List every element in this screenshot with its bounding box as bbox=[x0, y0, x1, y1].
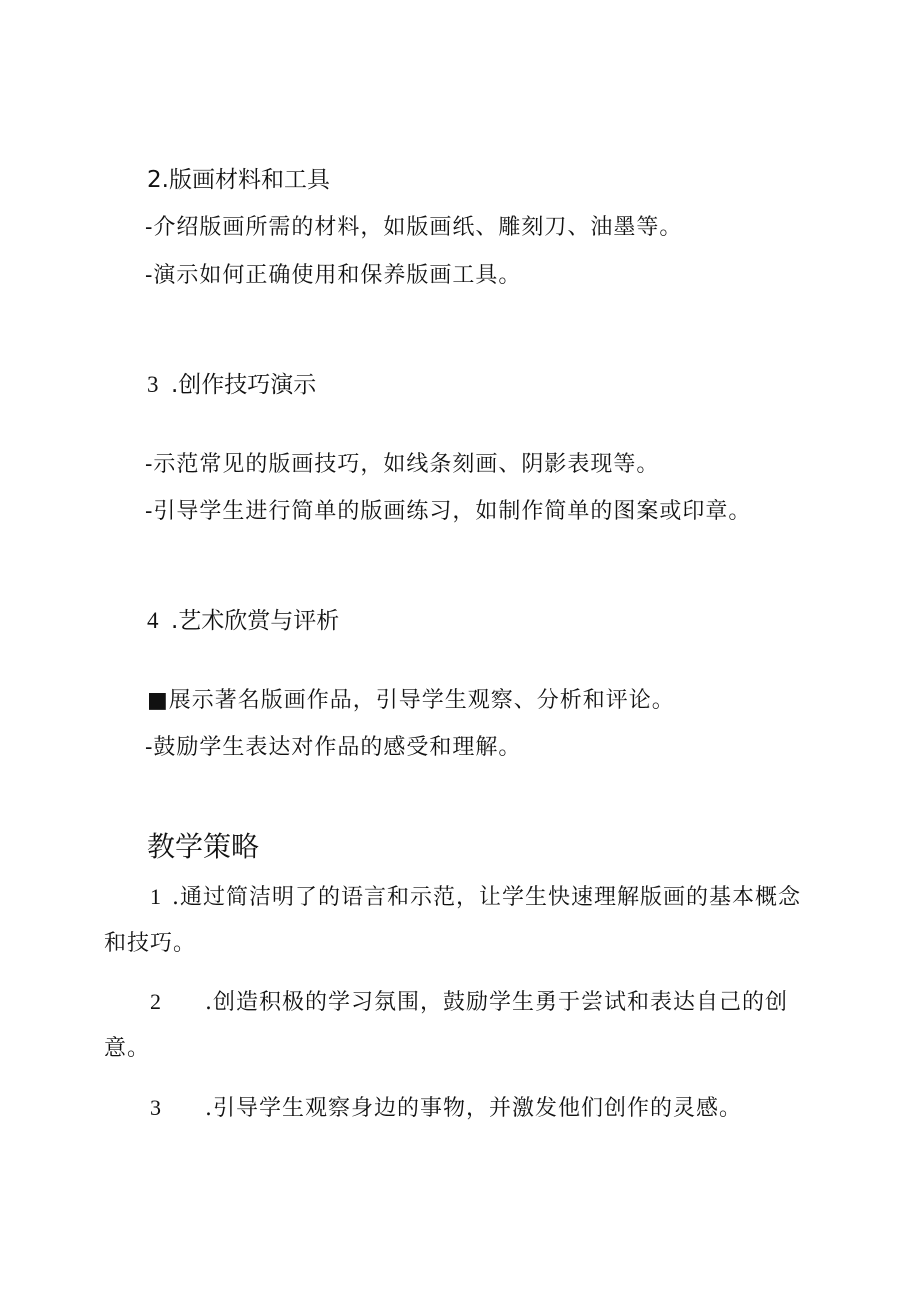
section-4-heading bbox=[147, 606, 339, 636]
section-4-item-2: -鼓励学生表达对作品的感受和理解。 bbox=[145, 735, 522, 760]
strategy-item-1-line-1 bbox=[150, 882, 801, 913]
strategy-item-3-text: .引导学生观察身边的事物，并激发他们创作的灵感。 bbox=[205, 1096, 742, 1121]
section-2-heading: 2.版画材料和工具 bbox=[147, 167, 330, 193]
section-3-number: 3 bbox=[147, 372, 159, 397]
section-3-title: .创作技巧演示 bbox=[171, 372, 317, 398]
strategy-item-1-line-2: 和技巧。 bbox=[104, 931, 197, 956]
section-3-heading bbox=[147, 370, 316, 400]
strategy-heading: 教学策略 bbox=[147, 830, 260, 863]
strategy-item-2-line-2: 意。 bbox=[104, 1036, 151, 1061]
strategy-item-1-text: .通过简洁明了的语言和示范，让学生快速理解版画的基本概念 bbox=[172, 885, 801, 910]
strategy-item-3-number: 3 bbox=[150, 1095, 162, 1120]
strategy-item-3-line-1 bbox=[150, 1093, 742, 1124]
strategy-item-2-text: .创造积极的学习氛围，鼓励学生勇于尝试和表达自己的创 bbox=[205, 990, 788, 1015]
section-3-item-2: -引导学生进行简单的版画练习，如制作简单的图案或印章。 bbox=[145, 499, 752, 524]
section-4-title: .艺术欣赏与评析 bbox=[171, 608, 340, 634]
strategy-item-1-number: 1 bbox=[150, 884, 162, 909]
strategy-item-2-number: 2 bbox=[150, 989, 162, 1014]
section-4-number: 4 bbox=[147, 608, 159, 633]
section-3-item-1: -示范常见的版画技巧，如线条刻画、阴影表现等。 bbox=[145, 452, 660, 477]
strategy-item-2-line-1 bbox=[150, 987, 788, 1018]
section-2-item-1: -介绍版画所需的材料，如版画纸、雕刻刀、油墨等。 bbox=[145, 215, 683, 240]
section-2-item-2: -演示如何正确使用和保养版画工具。 bbox=[145, 263, 522, 288]
section-4-item-1: ■展示著名版画作品，引导学生观察、分析和评论。 bbox=[147, 688, 675, 713]
